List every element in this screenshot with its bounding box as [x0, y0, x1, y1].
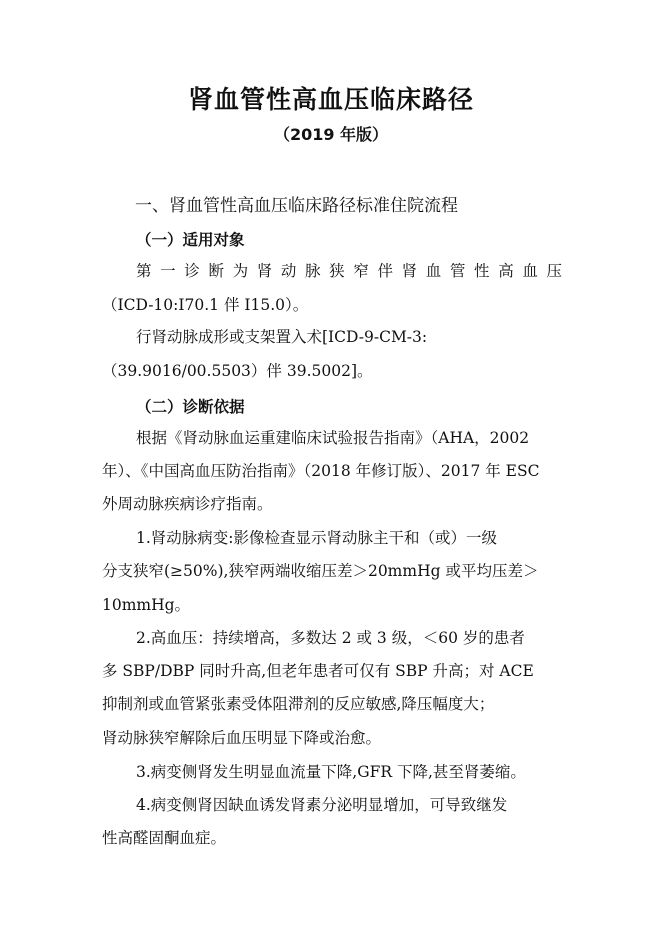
- document-title: 肾血管性高血压临床路径: [187, 85, 474, 114]
- paragraph-line: 性高醛固酮血症。: [102, 829, 227, 847]
- paragraph-line: 3.病变侧肾发生明显血流量下降,GFR 下降,甚至肾萎缩。: [136, 763, 526, 781]
- paragraph-line: 外周动脉疾病诊疗指南。: [102, 495, 273, 513]
- paragraph-line: 抑制剂或血管紧张素受体阻滞剂的反应敏感,降压幅度大；: [102, 695, 495, 713]
- subsection-heading-diagnosis: （二）诊断依据: [136, 398, 245, 416]
- paragraph-line: 1.肾动脉病变:影像检查显示肾动脉主干和（或）一级: [136, 529, 498, 547]
- subsection-heading-applicable: （一）适用对象: [136, 231, 245, 249]
- paragraph-line: （39.9016/00.5503）伴 39.5002]。: [102, 362, 373, 380]
- paragraph-line: 4.病变侧肾因缺血诱发肾素分泌明显增加，可导致继发: [136, 796, 508, 814]
- paragraph-line: 第 一 诊 断 为 肾 动 脉 狭 窄 伴 肾 血 管 性 高 血 压: [136, 262, 562, 280]
- document-subtitle: （2019 年版）: [273, 125, 389, 144]
- paragraph-line: 2.高血压：持续增高，多数达 2 或 3 级，＜60 岁的患者: [136, 629, 525, 647]
- paragraph-line: 肾动脉狭窄解除后血压明显下降或治愈。: [102, 729, 382, 747]
- paragraph-line: 年）、《中国高血压防治指南》（2018 年修订版）、2017 年 ESC: [102, 462, 540, 480]
- paragraph-line: （ICD-10:I70.1 伴 I15.0）。: [102, 296, 309, 314]
- paragraph-line: 行肾动脉成形或支架置入术[ICD-9-CM-3:: [136, 328, 428, 346]
- paragraph-line: 根据《肾动脉血运重建临床试验报告指南》（AHA，2002: [136, 429, 530, 447]
- paragraph-line: 多 SBP/DBP 同时升高,但老年患者可仅有 SBP 升高；对 ACE: [102, 662, 534, 680]
- paragraph-line: 10mmHg。: [102, 596, 191, 614]
- paragraph-line: 分支狭窄(≥50%),狭窄两端收缩压差＞20mmHg 或平均压差＞: [102, 562, 539, 580]
- section-heading: 一、肾血管性高血压临床路径标准住院流程: [135, 196, 458, 216]
